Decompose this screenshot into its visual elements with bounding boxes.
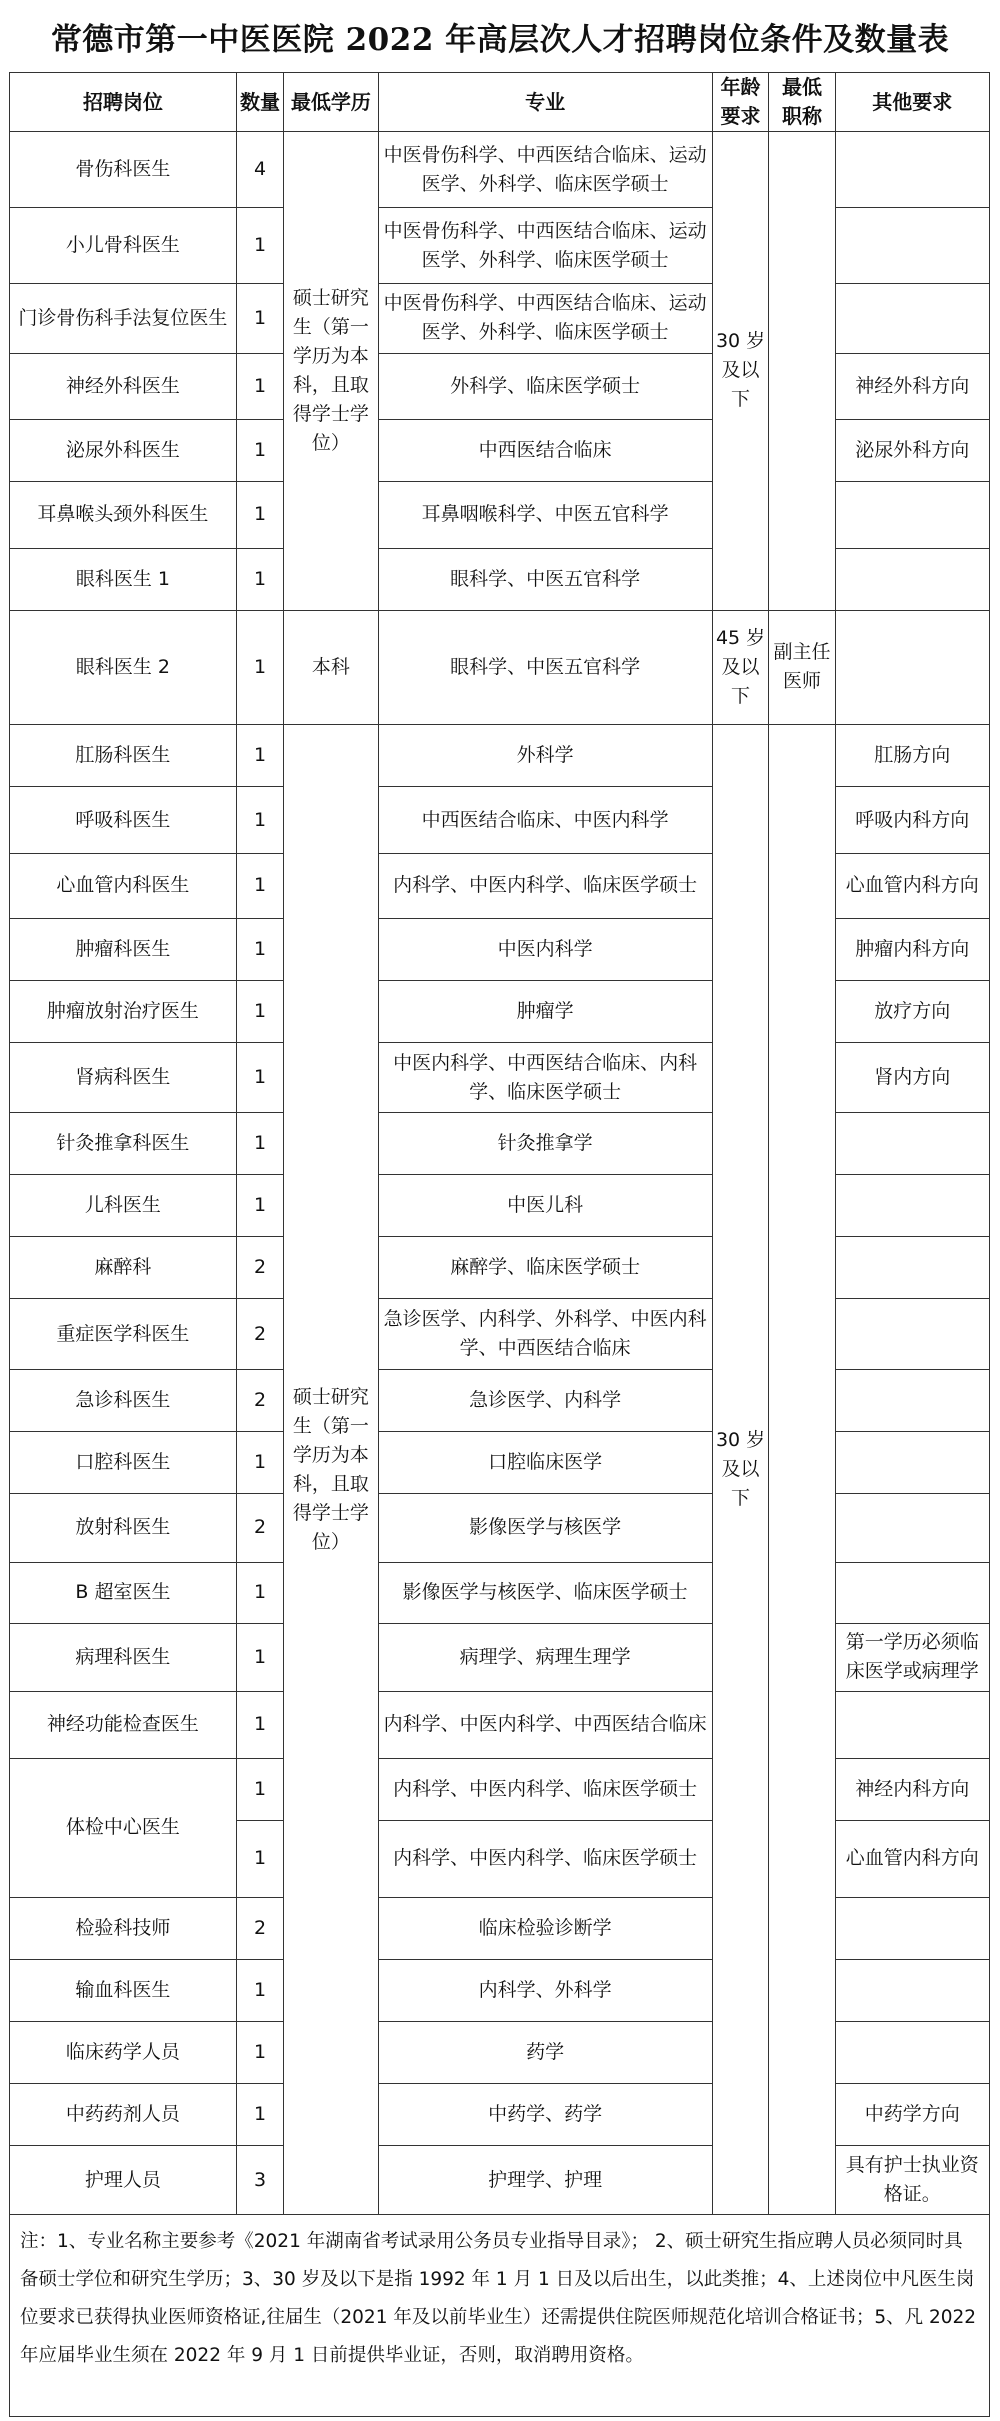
major-cell: 影像医学与核医学、临床医学硕士 (378, 1562, 712, 1623)
major-cell: 内科学、中医内科学、临床医学硕士 (378, 1758, 712, 1820)
major-cell: 麻醉学、临床医学硕士 (378, 1237, 712, 1299)
major-cell: 中西医结合临床、中医内科学 (378, 787, 712, 853)
count-cell: 1 (236, 2084, 283, 2146)
position-cell: 神经外科医生 (10, 353, 237, 419)
table-header-row (10, 73, 990, 132)
major-cell: 影像医学与核医学 (378, 1494, 712, 1563)
position-cell: 肿瘤科医生 (10, 919, 237, 981)
position-cell: 耳鼻喉头颈外科医生 (10, 482, 237, 548)
count-cell: 1 (236, 1432, 283, 1494)
age-cell: 45 岁及以下 (712, 610, 769, 725)
position-cell: 重症医学科医生 (10, 1299, 237, 1370)
count-cell: 2 (236, 1299, 283, 1370)
other-requirement-cell (835, 610, 989, 725)
count-cell: 1 (236, 787, 283, 853)
age-cell: 30 岁及以下 (712, 725, 769, 2215)
other-requirement-cell (835, 208, 989, 284)
table-row (10, 919, 990, 981)
major-cell: 内科学、中医内科学、中西医结合临床 (378, 1692, 712, 1758)
major-cell: 中医骨伤科学、中西医结合临床、运动医学、外科学、临床医学硕士 (378, 132, 712, 208)
count-cell: 3 (236, 2146, 283, 2215)
position-cell: 输血科医生 (10, 1959, 237, 2021)
table-row (10, 853, 990, 918)
position-cell: 肛肠科医生 (10, 725, 237, 787)
count-cell: 2 (236, 1369, 283, 1431)
table-row (10, 353, 990, 419)
position-cell: 针灸推拿科医生 (10, 1112, 237, 1174)
major-cell: 内科学、外科学 (378, 1959, 712, 2021)
page-title: 常德市第一中医医院 2022 年高层次人才招聘岗位条件及数量表 (50, 22, 950, 58)
table-row (10, 1299, 990, 1370)
position-cell: 急诊科医生 (10, 1369, 237, 1431)
other-requirement-cell: 肿瘤内科方向 (835, 919, 989, 981)
major-cell: 护理学、护理 (378, 2146, 712, 2215)
education-cell: 硕士研究生（第一学历为本科，且取得学士学位） (284, 725, 379, 2215)
position-cell: 呼吸科医生 (10, 787, 237, 853)
table-row (10, 725, 990, 787)
header-education: 最低学历 (284, 73, 379, 132)
footnotes: 注：1、专业名称主要参考《2021 年湖南省考试录用公务员专业指导目录》； 2、硕士研究生指应聘人员必须同时具备硕士学位和研究生学历；3、30 岁及以下是指 1992 年 1 月 1 日及以后出生，以此类推；4、上述岗位中凡医生岗位要求已获得执业医师资格证,往届生（2021 年及以前毕业生）还需提供住院医师规范化培训合格证书；5、凡 2022 年应届毕业生须在 2022 年 9 月 1 日前提供毕业证，否则，取消聘用资格。 (9, 2215, 990, 2417)
other-requirement-cell (835, 1897, 989, 1959)
position-cell: 眼科医生 2 (10, 610, 237, 725)
header-title: 最低职称 (769, 73, 835, 132)
count-cell: 1 (236, 2022, 283, 2084)
table-row (10, 1237, 990, 1299)
major-cell: 中医儿科 (378, 1175, 712, 1237)
major-cell: 药学 (378, 2022, 712, 2084)
table-row (10, 1623, 990, 1692)
title-cell (769, 132, 835, 611)
header-age: 年龄要求 (712, 73, 769, 132)
count-cell: 1 (236, 1959, 283, 2021)
position-cell: 中药药剂人员 (10, 2084, 237, 2146)
table-row (10, 420, 990, 482)
major-cell: 内科学、中医内科学、临床医学硕士 (378, 1820, 712, 1897)
header-major: 专业 (378, 73, 712, 132)
table-row (10, 132, 990, 208)
other-requirement-cell (835, 548, 989, 610)
table-row (10, 1043, 990, 1113)
other-requirement-cell: 呼吸内科方向 (835, 787, 989, 853)
other-requirement-cell: 泌尿外科方向 (835, 420, 989, 482)
count-cell: 1 (236, 1112, 283, 1174)
table-row (10, 2084, 990, 2146)
position-cell: 临床药学人员 (10, 2022, 237, 2084)
position-cell: 儿科医生 (10, 1175, 237, 1237)
count-cell: 1 (236, 482, 283, 548)
other-requirement-cell: 肛肠方向 (835, 725, 989, 787)
major-cell: 中医骨伤科学、中西医结合临床、运动医学、外科学、临床医学硕士 (378, 208, 712, 284)
count-cell: 1 (236, 1043, 283, 1113)
other-requirement-cell (835, 1369, 989, 1431)
count-cell: 1 (236, 725, 283, 787)
table-row (10, 610, 990, 725)
age-cell: 30 岁及以下 (712, 132, 769, 611)
count-cell: 1 (236, 208, 283, 284)
table-row (10, 1494, 990, 1563)
major-cell: 中药学、药学 (378, 2084, 712, 2146)
other-requirement-cell (835, 1959, 989, 2021)
count-cell: 2 (236, 1897, 283, 1959)
other-requirement-cell: 心血管内科方向 (835, 1820, 989, 1897)
other-requirement-cell (835, 1432, 989, 1494)
other-requirement-cell: 放疗方向 (835, 981, 989, 1043)
other-requirement-cell (835, 1494, 989, 1563)
major-cell: 临床检验诊断学 (378, 1897, 712, 1959)
other-requirement-cell (835, 482, 989, 548)
position-cell: 眼科医生 1 (10, 548, 237, 610)
header-count: 数量 (236, 73, 283, 132)
other-requirement-cell: 肾内方向 (835, 1043, 989, 1113)
header-other: 其他要求 (835, 73, 989, 132)
table-row (10, 1562, 990, 1623)
table-row (10, 284, 990, 354)
position-cell: 麻醉科 (10, 1237, 237, 1299)
count-cell: 2 (236, 1494, 283, 1563)
count-cell: 1 (236, 420, 283, 482)
table-row (10, 1692, 990, 1758)
table-row (10, 548, 990, 610)
count-cell: 1 (236, 853, 283, 918)
position-cell: 骨伤科医生 (10, 132, 237, 208)
education-cell: 硕士研究生（第一学历为本科，且取得学士学位） (284, 132, 379, 611)
recruitment-table (9, 72, 990, 2215)
table-row (10, 2022, 990, 2084)
major-cell: 眼科学、中医五官科学 (378, 548, 712, 610)
position-cell: 护理人员 (10, 2146, 237, 2215)
position-cell: 门诊骨伤科手法复位医生 (10, 284, 237, 354)
count-cell: 1 (236, 919, 283, 981)
position-cell: 检验科技师 (10, 1897, 237, 1959)
title-cell (769, 725, 835, 2215)
count-cell: 1 (236, 1758, 283, 1820)
other-requirement-cell (835, 1237, 989, 1299)
major-cell: 中医内科学、中西医结合临床、内科学、临床医学硕士 (378, 1043, 712, 1113)
position-cell: 神经功能检查医生 (10, 1692, 237, 1758)
position-cell: 肿瘤放射治疗医生 (10, 981, 237, 1043)
count-cell: 1 (236, 1562, 283, 1623)
position-cell: B 超室医生 (10, 1562, 237, 1623)
count-cell: 1 (236, 981, 283, 1043)
position-cell: 病理科医生 (10, 1623, 237, 1692)
other-requirement-cell (835, 284, 989, 354)
table-row (10, 482, 990, 548)
count-cell: 2 (236, 1237, 283, 1299)
other-requirement-cell (835, 2022, 989, 2084)
table-row (10, 208, 990, 284)
other-requirement-cell: 中药学方向 (835, 2084, 989, 2146)
count-cell: 1 (236, 1623, 283, 1692)
major-cell: 内科学、中医内科学、临床医学硕士 (378, 853, 712, 918)
education-cell: 本科 (284, 610, 379, 725)
table-row (10, 1959, 990, 2021)
major-cell: 外科学、临床医学硕士 (378, 353, 712, 419)
table-row (10, 1369, 990, 1431)
count-cell: 1 (236, 353, 283, 419)
other-requirement-cell (835, 1562, 989, 1623)
position-cell: 心血管内科医生 (10, 853, 237, 918)
other-requirement-cell: 心血管内科方向 (835, 853, 989, 918)
major-cell: 针灸推拿学 (378, 1112, 712, 1174)
table-row (10, 2146, 990, 2215)
header-position: 招聘岗位 (10, 73, 237, 132)
count-cell: 1 (236, 284, 283, 354)
count-cell: 4 (236, 132, 283, 208)
major-cell: 急诊医学、内科学、外科学、中医内科学、中西医结合临床 (378, 1299, 712, 1370)
other-requirement-cell (835, 1112, 989, 1174)
count-cell: 1 (236, 1820, 283, 1897)
other-requirement-cell (835, 132, 989, 208)
position-cell: 口腔科医生 (10, 1432, 237, 1494)
other-requirement-cell: 神经外科方向 (835, 353, 989, 419)
other-requirement-cell: 第一学历必须临床医学或病理学 (835, 1623, 989, 1692)
table-row (10, 1112, 990, 1174)
count-cell: 1 (236, 1692, 283, 1758)
other-requirement-cell: 神经内科方向 (835, 1758, 989, 1820)
other-requirement-cell (835, 1175, 989, 1237)
major-cell: 肿瘤学 (378, 981, 712, 1043)
table-row (10, 1897, 990, 1959)
major-cell: 急诊医学、内科学 (378, 1369, 712, 1431)
position-cell: 放射科医生 (10, 1494, 237, 1563)
table-row (10, 787, 990, 853)
title-cell: 副主任医师 (769, 610, 835, 725)
count-cell: 1 (236, 548, 283, 610)
other-requirement-cell (835, 1299, 989, 1370)
position-cell: 泌尿外科医生 (10, 420, 237, 482)
table-row (10, 1758, 990, 1820)
major-cell: 外科学 (378, 725, 712, 787)
major-cell: 中医骨伤科学、中西医结合临床、运动医学、外科学、临床医学硕士 (378, 284, 712, 354)
major-cell: 口腔临床医学 (378, 1432, 712, 1494)
major-cell: 中西医结合临床 (378, 420, 712, 482)
major-cell: 耳鼻咽喉科学、中医五官科学 (378, 482, 712, 548)
other-requirement-cell: 具有护士执业资格证。 (835, 2146, 989, 2215)
other-requirement-cell (835, 1692, 989, 1758)
position-cell: 小儿骨科医生 (10, 208, 237, 284)
major-cell: 病理学、病理生理学 (378, 1623, 712, 1692)
count-cell: 1 (236, 1175, 283, 1237)
table-row (10, 1432, 990, 1494)
position-cell: 体检中心医生 (10, 1758, 237, 1897)
count-cell: 1 (236, 610, 283, 725)
position-cell: 肾病科医生 (10, 1043, 237, 1113)
major-cell: 眼科学、中医五官科学 (378, 610, 712, 725)
major-cell: 中医内科学 (378, 919, 712, 981)
table-row (10, 1175, 990, 1237)
table-row (10, 981, 990, 1043)
